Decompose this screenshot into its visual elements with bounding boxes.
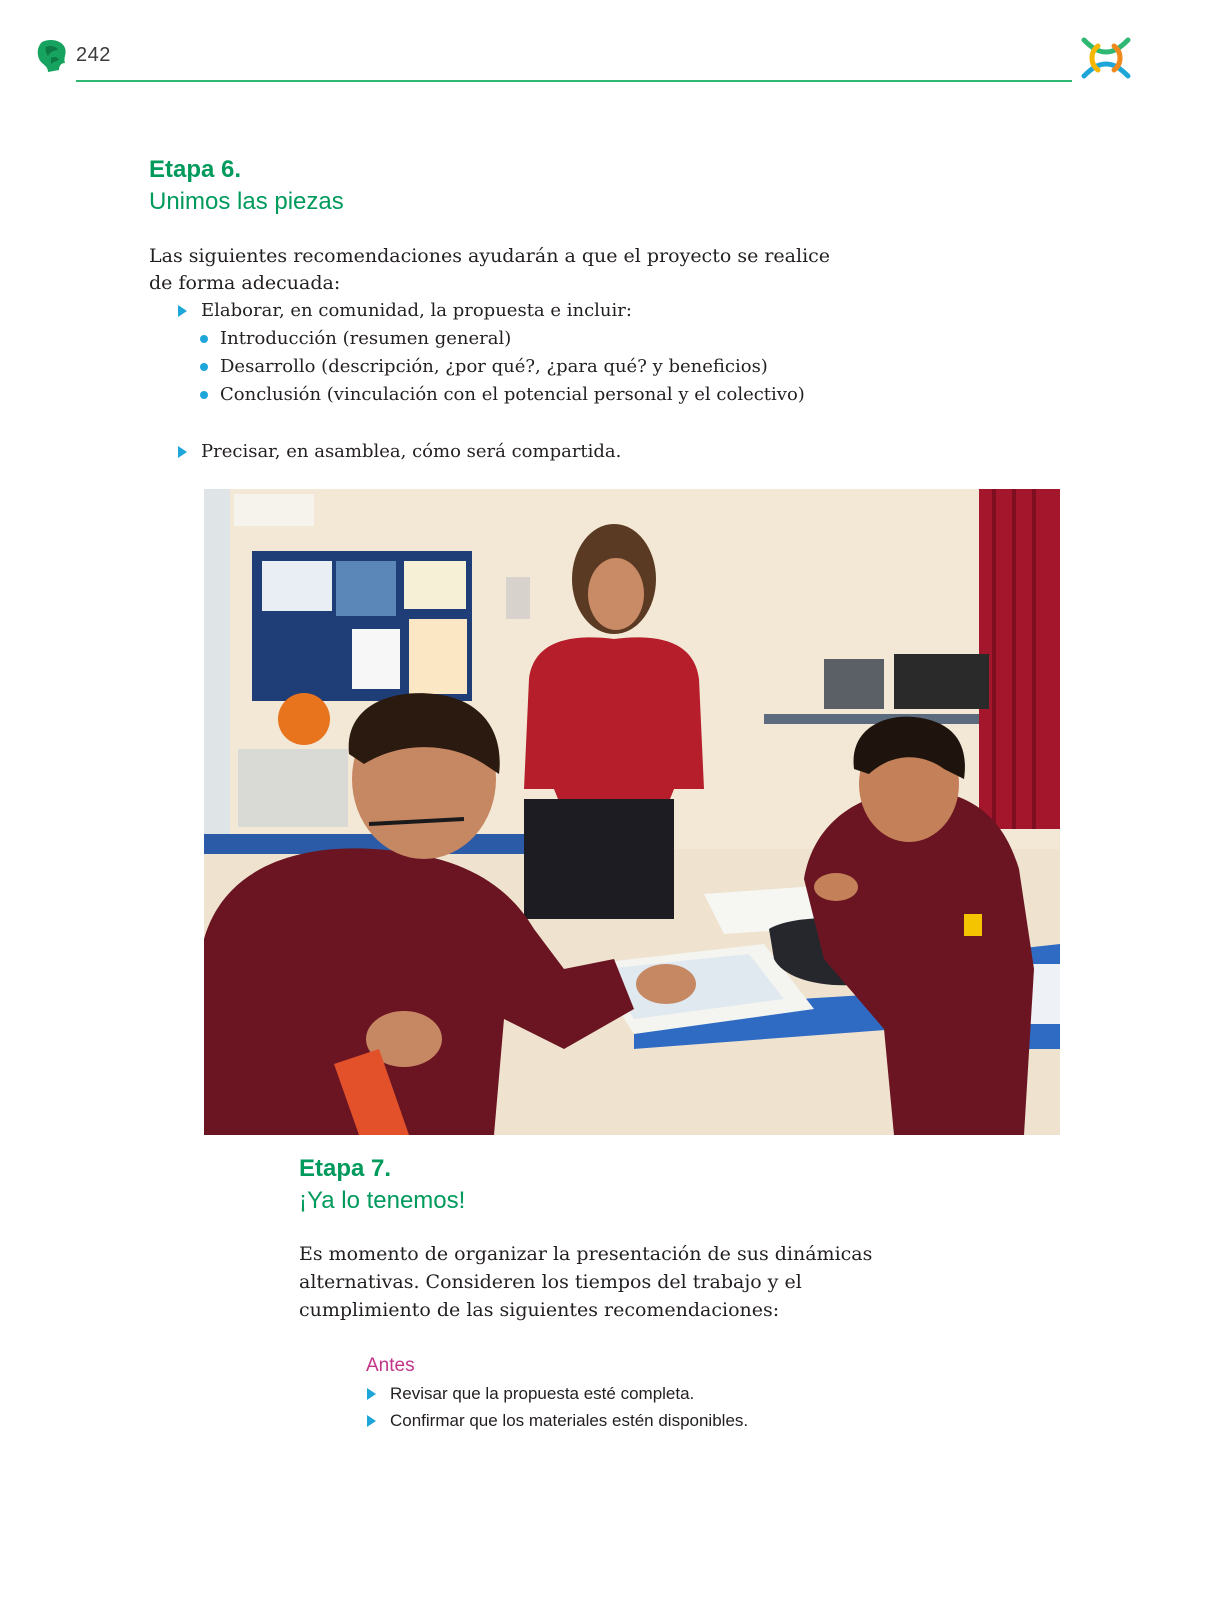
- sub-list-item: [200, 382, 805, 408]
- colorful-knot-logo-icon: [1078, 30, 1134, 86]
- etapa6-intro-line-1: Las siguientes recomendaciones ayudarán a que el proyecto se realice: [149, 245, 831, 267]
- list-item: [178, 439, 621, 465]
- etapa7-intro-line-3: cumplimiento de las siguientes recomendaciones:: [299, 1299, 780, 1321]
- list-item: [178, 298, 632, 324]
- bullet-arrow-icon: [367, 1388, 376, 1400]
- list-item-text: Precisar, en asamblea, cómo será compartida.: [201, 441, 622, 462]
- bullet-arrow-icon: [178, 305, 187, 317]
- antes-label: Antes: [366, 1355, 415, 1376]
- list-item-text: Confirmar que los materiales estén disponibles.: [390, 1411, 749, 1430]
- classroom-photo: [204, 489, 1060, 1135]
- etapa6-heading: Etapa 6.: [149, 156, 242, 183]
- bullet-arrow-icon: [367, 1415, 376, 1427]
- sub-list-item-text: Introducción (resumen general): [220, 328, 512, 349]
- etapa6-intro-line-2: de forma adecuada:: [149, 272, 341, 294]
- list-item-text: Elaborar, en comunidad, la propuesta e incluir:: [201, 300, 632, 321]
- page-header: [0, 0, 1214, 100]
- etapa6-title: Unimos las piezas: [149, 188, 344, 215]
- bullet-dot-icon: [200, 335, 208, 343]
- sub-list-item: [200, 326, 511, 352]
- header-rule: [76, 80, 1072, 82]
- green-leaf-head-icon: [36, 38, 68, 74]
- page-number: 242: [76, 44, 111, 66]
- etapa7-intro-line-1: Es momento de organizar la presentación de sus dinámicas: [299, 1243, 873, 1265]
- etapa7-intro-line-2: alternativas. Consideren los tiempos del trabajo y el: [299, 1271, 802, 1293]
- etapa7-heading: Etapa 7.: [299, 1155, 392, 1182]
- etapa7-title: ¡Ya lo tenemos!: [299, 1187, 466, 1214]
- bullet-dot-icon: [200, 363, 208, 371]
- classroom-photo-icon: [204, 489, 1060, 1135]
- list-item-text: Revisar que la propuesta esté completa.: [390, 1384, 695, 1403]
- sub-list-item-text: Conclusión (vinculación con el potencial personal y el colectivo): [220, 384, 805, 405]
- bullet-dot-icon: [200, 391, 208, 399]
- list-item: [367, 1381, 694, 1407]
- sub-list-item-text: Desarrollo (descripción, ¿por qué?, ¿para qué? y beneficios): [220, 356, 768, 377]
- sub-list-item: [200, 354, 768, 380]
- list-item: [367, 1408, 748, 1434]
- bullet-arrow-icon: [178, 446, 187, 458]
